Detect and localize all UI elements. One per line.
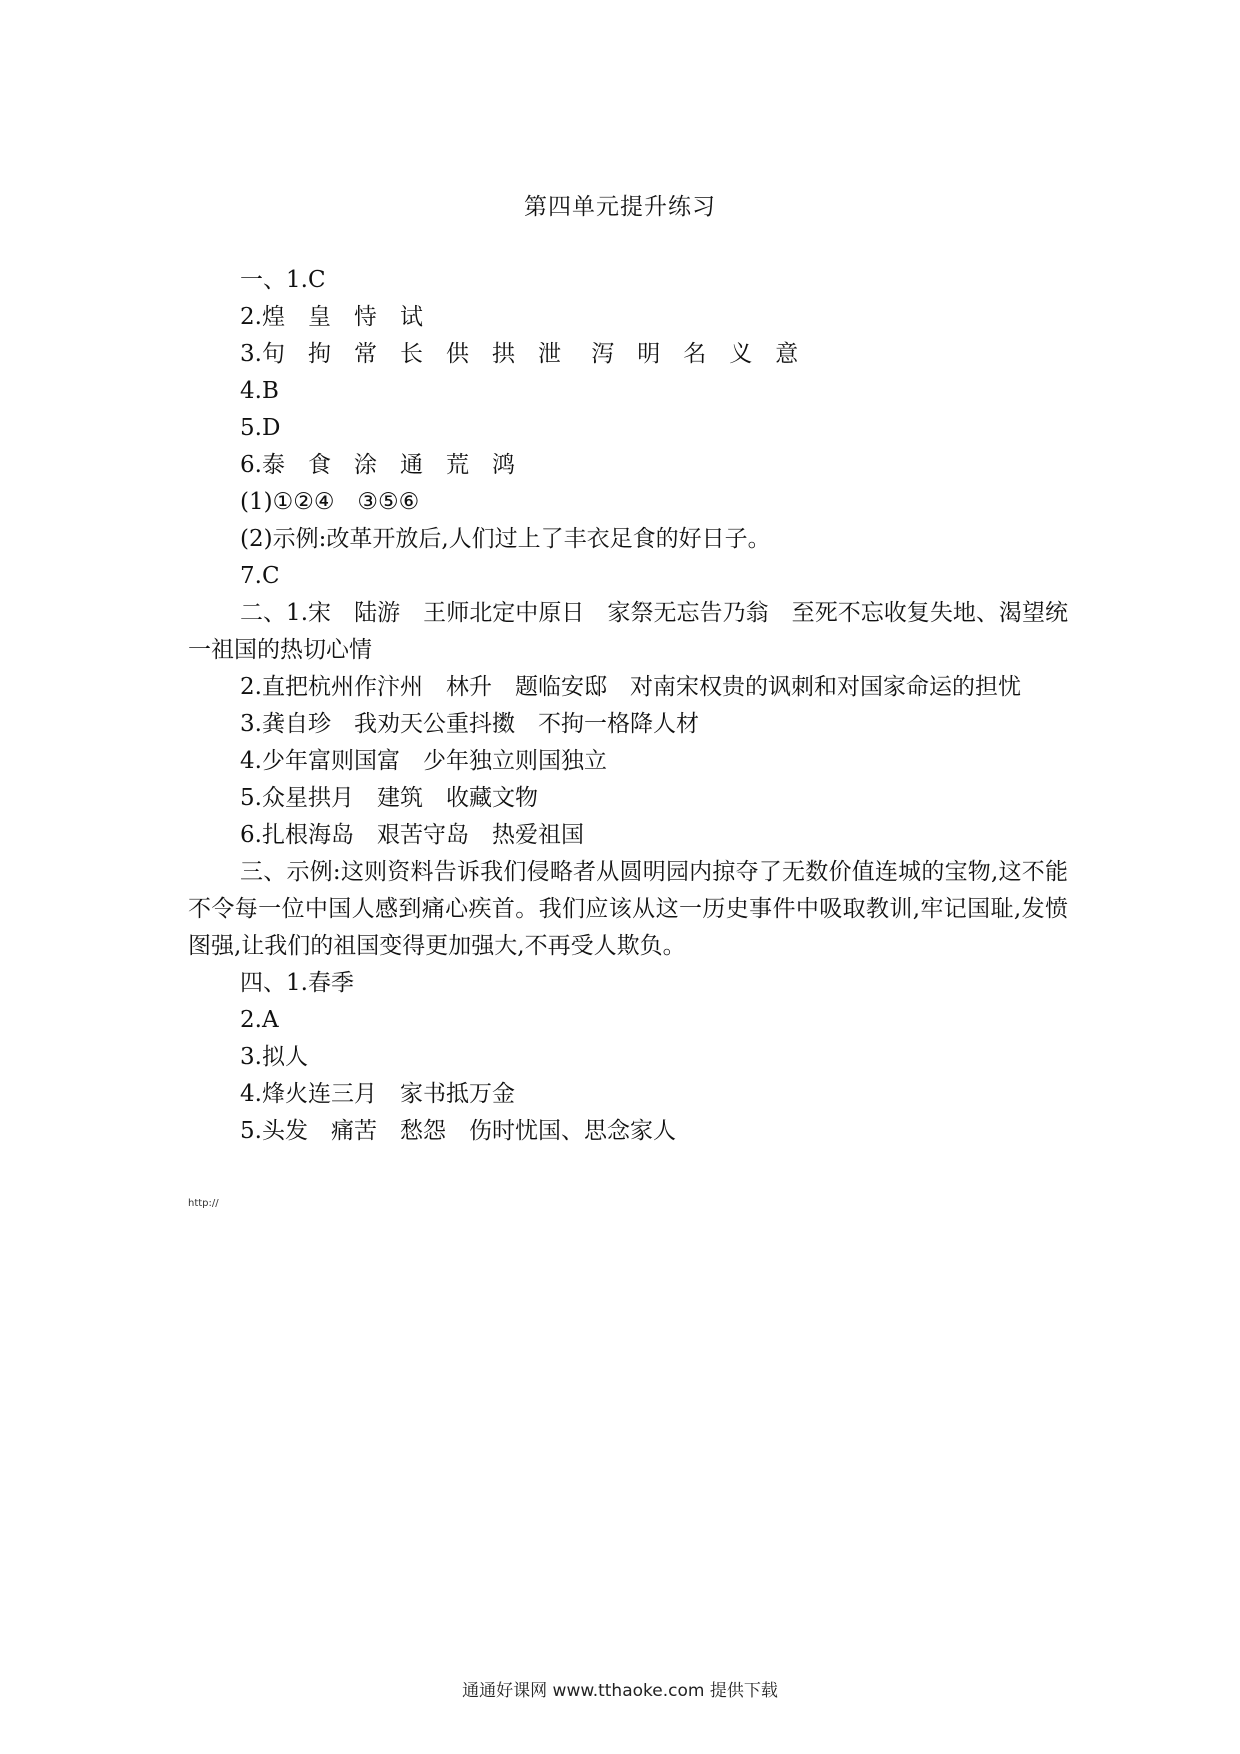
answer-content [188,262,1068,1150]
answer-paragraph: 4.少年富则国富 少年独立则国独立 [240,748,607,774]
answer-paragraph: 5.众星拱月 建筑 收藏文物 [240,785,538,811]
answer-line: 4.烽火连三月 家书抵万金 [240,1081,515,1107]
answer-line: 四、1.春季 [240,970,354,996]
answer-paragraph: 2.直把杭州作汴州 林升 题临安邸 对南宋权贵的讽刺和对国家命运的担忧 [240,674,1021,700]
page-title: 第四单元提升练习 [524,194,716,220]
answer-paragraph: 二、1.宋 陆游 王师北定中原日 家祭无忘告乃翁 至死不忘收复失地、渴望统一祖国的热切心情 [188,600,1068,663]
url-note: http:// [188,1198,219,1209]
page-footer: 通通好课网 www.tthaoke.com 提供下载 [462,1681,778,1701]
answer-line: 2.A [240,1007,279,1033]
answer-line: 一、1.C [240,267,326,293]
answer-paragraph: 3.龚自珍 我劝天公重抖擞 不拘一格降人材 [240,711,699,737]
answer-line: 5.D [240,415,281,441]
answer-line: 7.C [240,563,280,589]
answer-line: (1)①②④ ③⑤⑥ [240,489,420,515]
answer-line: 6.泰 食 涂 通 荒 鸿 [240,452,515,478]
answer-line: (2)示例:改革开放后,人们过上了丰衣足食的好日子。 [240,526,771,552]
answer-line: 3.句 拘 常 长 供 拱 泄 泻 明 名 义 意 [240,341,799,367]
answer-line: 3.拟人 [240,1044,308,1070]
answer-paragraph: 6.扎根海岛 艰苦守岛 热爱祖国 [240,822,584,848]
answer-line: 4.B [240,378,279,404]
answer-paragraph: 三、示例:这则资料告诉我们侵略者从圆明园内掠夺了无数价值连城的宝物,这不能不令每一位中国人感到痛心疾首。我们应该从这一历史事件中吸取教训,牢记国耻,发愤图强,让我们的祖国变得更加强大,不再受人欺负。 [188,859,1068,959]
answer-line: 2.煌 皇 恃 试 [240,304,423,330]
answer-line: 5.头发 痛苦 愁怨 伤时忧国、思念家人 [240,1118,676,1144]
